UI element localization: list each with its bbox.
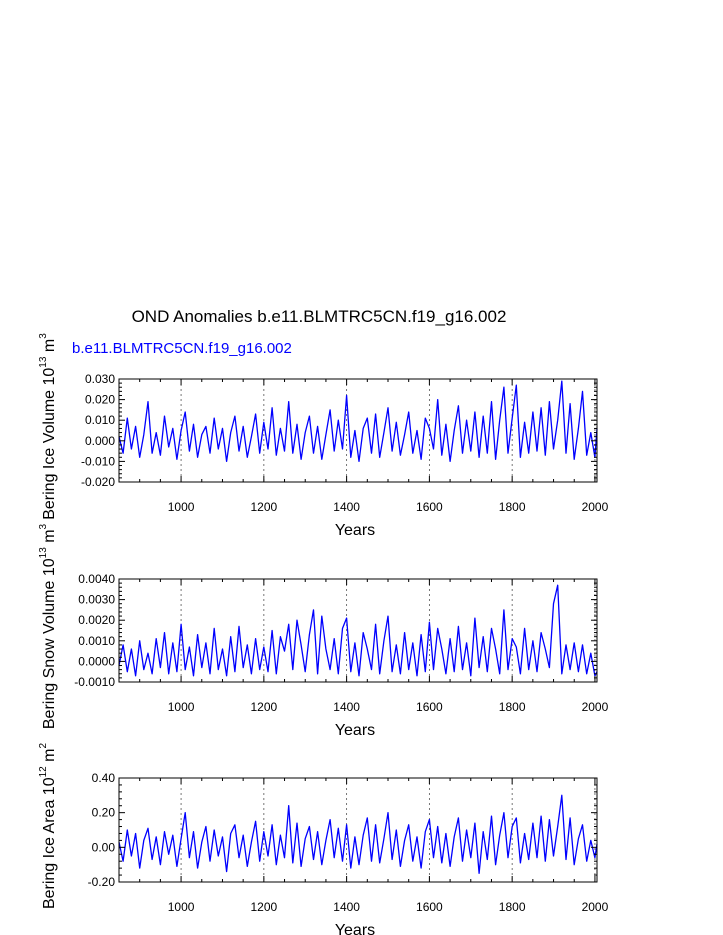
x-tick-label: 1000 <box>167 500 195 514</box>
legend-label: b.e11.BLMTRC5CN.f19_g16.002 <box>72 340 292 357</box>
x-axis-label: Years <box>334 722 376 739</box>
y-tick-label: -0.020 <box>80 475 115 489</box>
y-axis-label <box>38 523 58 729</box>
main-title: OND Anomalies b.e11.BLMTRC5CN.f19_g16.002 <box>131 307 507 326</box>
y-tick-label: 0.00 <box>91 840 115 855</box>
x-tick-label: 1800 <box>498 500 526 514</box>
x-tick-label: 1400 <box>333 500 360 514</box>
panel-1 <box>38 333 609 539</box>
x-axis-label: Years <box>334 522 376 539</box>
x-tick-label: 1600 <box>416 500 443 514</box>
y-tick-label: 0.020 <box>84 392 115 407</box>
plot-frame <box>119 778 597 882</box>
x-tick-label: 1600 <box>416 700 443 714</box>
x-tick-label: 1600 <box>416 900 443 914</box>
y-axis-label-unit-exponent: 3 <box>38 333 49 339</box>
y-axis-label-main: Bering Snow Volume 10 <box>41 558 58 730</box>
y-axis-label-main: Bering Ice Area 10 <box>41 777 58 910</box>
y-axis-label <box>38 743 58 910</box>
y-tick-label: 0.0000 <box>78 654 115 669</box>
x-tick-label: 1400 <box>333 700 360 714</box>
y-axis-label-unit: m <box>41 338 58 357</box>
series-line-2-1 <box>119 585 597 676</box>
y-axis-label-unit-exponent: 3 <box>38 523 49 530</box>
y-tick-label: 0.0030 <box>78 592 115 607</box>
y-tick-label: -0.010 <box>80 454 115 469</box>
x-tick-label: 2000 <box>581 500 609 514</box>
x-tick-label: 1200 <box>250 500 278 514</box>
panel-2 <box>38 523 609 739</box>
y-axis-label-exponent: 12 <box>38 766 49 778</box>
x-tick-label: 1200 <box>250 900 278 914</box>
x-tick-label: 1800 <box>498 900 526 914</box>
panels <box>38 333 609 935</box>
x-tick-label: 1200 <box>250 700 278 714</box>
x-axis-label: Years <box>334 922 376 935</box>
y-tick-label: -0.0010 <box>74 675 115 689</box>
x-tick-label: 1000 <box>167 700 195 714</box>
y-tick-label: 0.010 <box>84 413 115 428</box>
y-tick-label: 0.40 <box>91 771 115 785</box>
y-axis-label-unit: m <box>41 748 58 767</box>
y-tick-label: 0.030 <box>84 372 115 386</box>
x-tick-label: 2000 <box>581 900 609 914</box>
x-tick-label: 1000 <box>167 900 195 914</box>
panel-3 <box>38 743 609 935</box>
y-tick-label: 0.000 <box>84 433 115 448</box>
series-line-3-1 <box>119 795 597 873</box>
y-tick-label: -0.20 <box>87 875 115 889</box>
y-tick-label: 0.0010 <box>78 633 115 648</box>
x-tick-label: 1800 <box>498 700 526 714</box>
y-axis-label-exponent: 13 <box>38 547 49 559</box>
y-axis-label-unit: m <box>41 529 58 548</box>
y-tick-label: 0.0020 <box>78 613 115 628</box>
series-line-1-1 <box>119 381 597 461</box>
y-axis-label <box>38 333 58 520</box>
x-tick-label: 2000 <box>581 700 609 714</box>
y-tick-label: 0.0040 <box>78 572 115 586</box>
y-axis-label-main: Bering Ice Volume 10 <box>41 367 58 520</box>
y-tick-label: 0.20 <box>91 805 115 820</box>
x-tick-label: 1400 <box>333 900 360 914</box>
y-axis-label-exponent: 13 <box>38 356 49 368</box>
y-axis-label-unit-exponent: 2 <box>38 742 49 749</box>
